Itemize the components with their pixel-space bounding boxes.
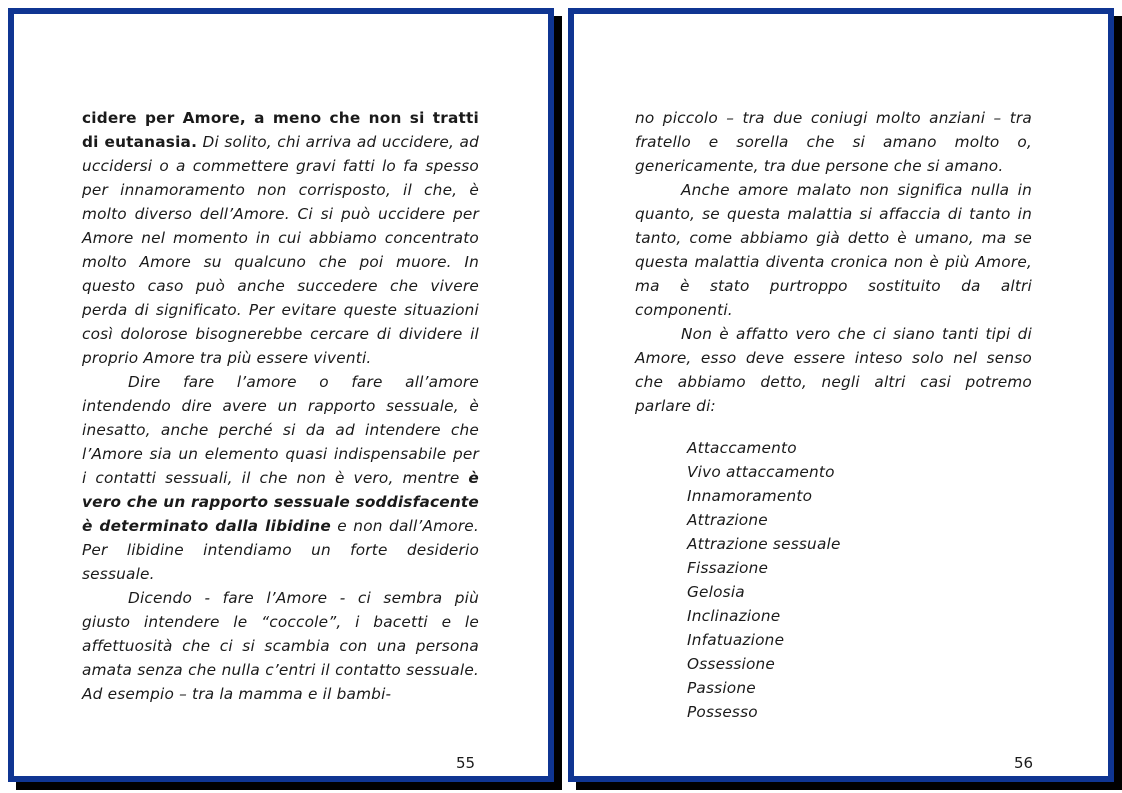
left-paragraph-3: Dicendo - fare l’Amore - ci sembra più giusto intendere le “coccole”, i bacetti e le affettuosità che ci si scambia con una persona amata senza che nulla c’entri il contatto sessuale. Ad esempio – tra la mamma e il bambi- — [82, 589, 479, 703]
list-item: Attrazione sessuale — [687, 535, 841, 553]
right-paragraph-2: Anche amore malato non significa nulla in quanto, se questa malattia si affaccia di tanto in tanto, come abbiamo già detto è umano, ma se questa malattia diventa cronica non è più Amore, ma è stato purtroppo sostituito da altri componenti. — [635, 181, 1032, 319]
right-paragraph-3: Non è affatto vero che ci siano tanti tipi di Amore, esso deve essere inteso solo nel senso che abbiamo detto, negli altri casi potremo parlare di: — [635, 325, 1032, 415]
list-item: Innamoramento — [687, 487, 813, 505]
left-paragraph-2 — [82, 370, 479, 586]
list-item: Infatuazione — [687, 631, 785, 649]
left-page-text — [82, 106, 479, 706]
list-item: Gelosia — [687, 583, 745, 601]
left-paragraph-1-bold: cidere per Amore, a meno che non si tratti di eutanasia. — [82, 109, 479, 151]
left-paragraph-2-start: Dire fare l’amore o fare all’amore intendendo dire avere un rapporto sessuale, è inesatto, anche perché si da ad intendere che l’Amore sia un elemento quasi indispensabile per i contatti sessuali, il che non è vero, mentre — [82, 373, 479, 487]
list-item: Vivo attaccamento — [687, 463, 835, 481]
left-paragraph-1 — [82, 106, 479, 370]
left-page-number: 55 — [456, 754, 476, 772]
terms-list — [635, 436, 1032, 724]
list-item: Attaccamento — [687, 439, 797, 457]
list-item: Possesso — [687, 703, 758, 721]
right-page — [568, 8, 1114, 782]
left-paragraph-1-rest: Di solito, chi arriva ad uccidere, ad uccidersi o a commettere gravi fatti lo fa spesso per innamoramento non corrisposto, il che, è molto diverso dell’Amore. Ci si può uccidere per Amore nel momento in cui abbiamo concentrato molto Amore su qualcuno che poi muore. In questo caso può anche succedere che vivere perda di significato. Per evitare queste situazioni così dolorose bisognerebbe cercare di dividere il proprio Amore tra più essere viventi. — [82, 133, 479, 367]
right-paragraph-1: no piccolo – tra due coniugi molto anziani – tra fratello e sorella che si amano molto o, genericamente, tra due persone che si amano. — [635, 109, 1032, 175]
right-page-text — [635, 106, 1032, 724]
list-item: Inclinazione — [687, 607, 781, 625]
list-item: Fissazione — [687, 559, 769, 577]
list-item: Attrazione — [687, 511, 768, 529]
list-item: Ossessione — [687, 655, 776, 673]
right-page-number: 56 — [1014, 754, 1034, 772]
left-page — [8, 8, 554, 782]
list-item: Passione — [687, 679, 756, 697]
left-paragraph-2-bold: è vero che un rapporto sessuale soddisfacente è determinato dalla libidine — [82, 469, 479, 535]
left-paragraph-2-end: e non dall’Amore. Per libidine intendiamo un forte desiderio sessuale. — [82, 517, 479, 583]
